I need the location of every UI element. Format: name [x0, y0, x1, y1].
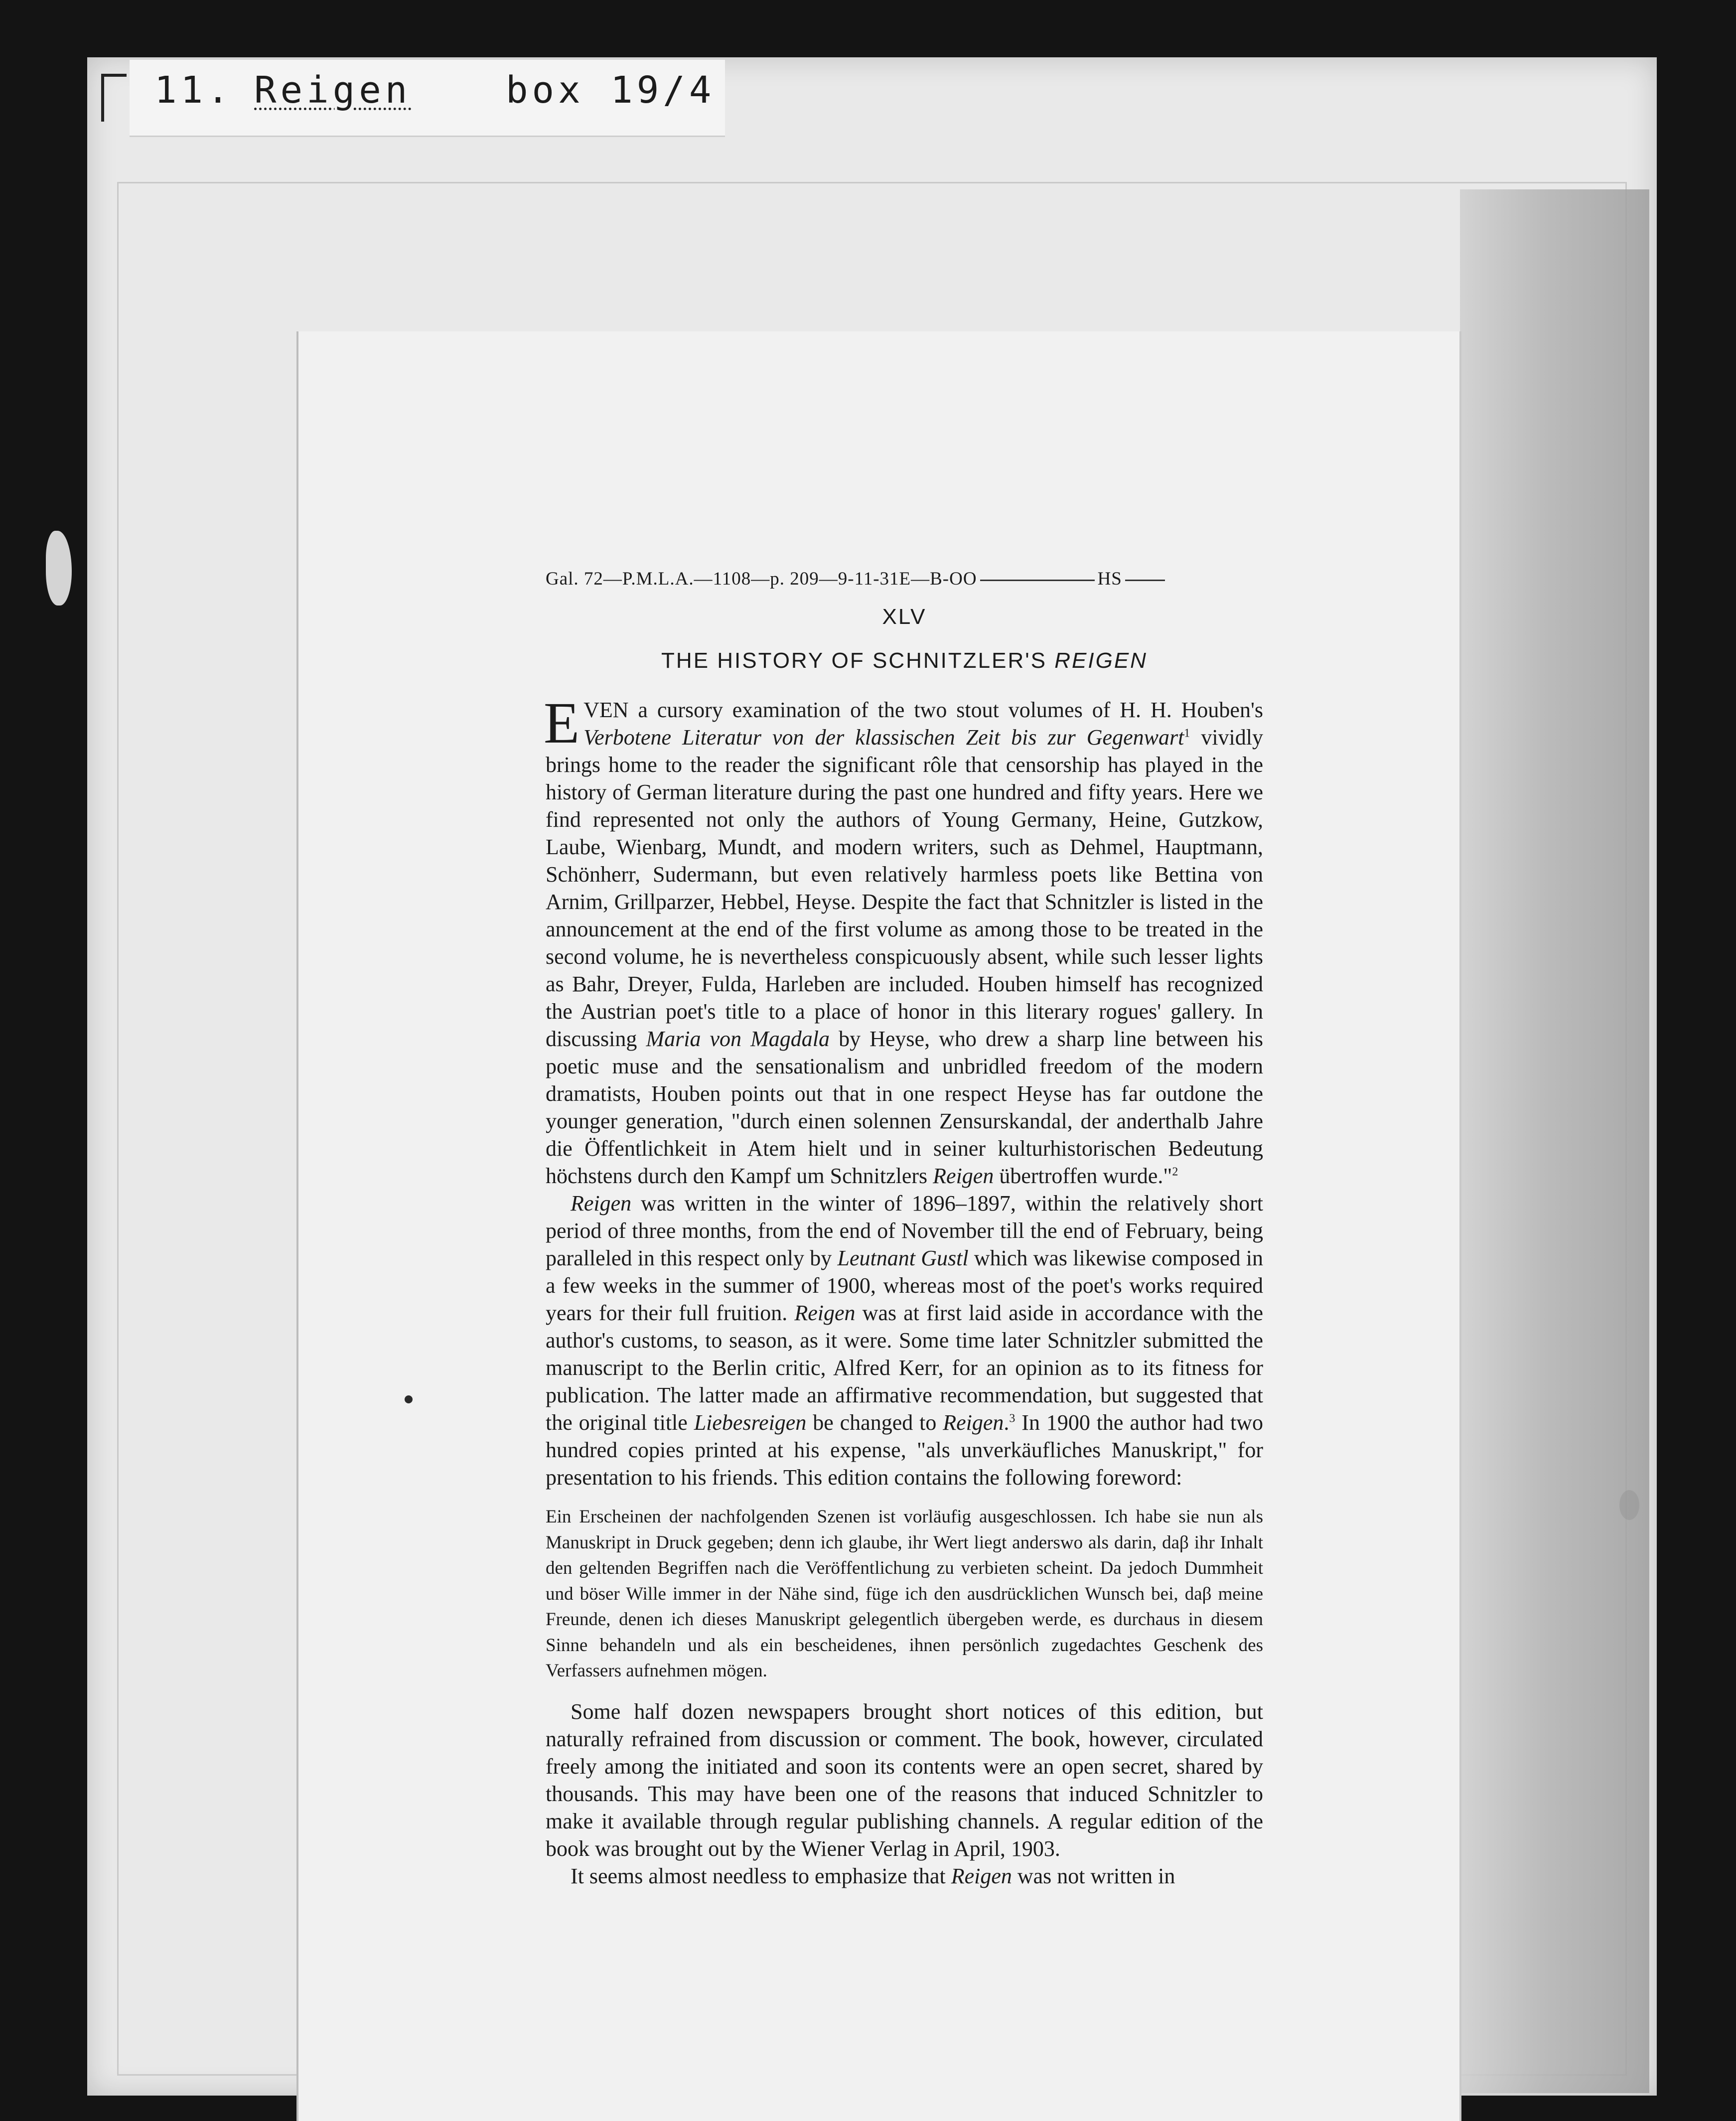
folder-number: 11.: [154, 69, 233, 112]
galley-slug-line: [546, 568, 1263, 590]
folder-box-number: box 19/4: [506, 69, 716, 112]
article-title-prefix: THE HISTORY OF SCHNITZLER'S: [661, 648, 1047, 673]
p2-reigen-b: Reigen: [794, 1301, 856, 1325]
p4-text-b: was not written in: [1017, 1863, 1175, 1888]
footnote-ref-1: 1: [1184, 727, 1190, 740]
p2-text-a: was written in the winter of 1896–1897, within the relatively short period of three months, from the end of November till the end of February, being paralleled in this respect only by: [546, 1191, 1264, 1270]
p4-text-a: It seems almost needless to emphasize that: [571, 1863, 946, 1888]
p2-period: .: [1004, 1410, 1010, 1435]
paper-stain: [1619, 1490, 1639, 1520]
p2-text-e: In 1900 the author had two hundred copies printed at his expense, "als unverkäufliches Manuskript," for presentation to his friends. This edition contains the following foreword:: [546, 1410, 1264, 1490]
paragraph-4: [546, 1862, 1263, 1890]
galley-rule: [980, 580, 1095, 581]
p2-liebesreigen: Liebesreigen: [694, 1410, 807, 1435]
ink-dot: [405, 1395, 413, 1403]
p1-play-title: Maria von Magdala: [646, 1027, 830, 1051]
article-body: [544, 690, 1264, 1890]
corner-bracket-mark: [101, 74, 127, 122]
p4-reigen: Reigen: [951, 1863, 1012, 1888]
p2-text-d: be changed to: [813, 1410, 937, 1435]
galley-initials: HS: [1097, 569, 1122, 589]
p2-text-c: was at first laid aside in accordance with the author's customs, to season, as it were. Some time later Schnitzler submitted the manuscript to the Berlin critic, Alfred Kerr, for an opinion as to its fitness for publication. The latter made an affirmative recommendation, but suggested that the original title: [546, 1301, 1263, 1435]
ink-blot: [46, 531, 72, 606]
p1-text-d: übertroffen wurde.": [999, 1164, 1172, 1188]
p2-text-b: which was likewise composed in a few weeks in the summer of 1900, whereas most of the poet's works required years for their full fruition.: [546, 1246, 1264, 1325]
p1-reigen: Reigen: [933, 1164, 994, 1188]
drop-cap: E: [544, 690, 580, 756]
chapter-number: XLV: [882, 605, 927, 629]
paragraph-2: [546, 1190, 1263, 1491]
p1-book-title: Verbotene Literatur von der klassischen Zeit bis zur Gegenwart: [583, 725, 1184, 750]
paragraph-3: Some half dozen newspapers brought short notices of this edition, but naturally refrained from discussion or comment. The book, however, circulated freely among the initiated and soon its contents were an open secret, shared by thousands. This may have been one of the reasons that induced Schnitzler to make it available through regular publishing channels. A regular edition of the book was brought out by the Wiener Verlag in April, 1903.: [546, 1699, 1263, 1861]
p2-reigen-a: Reigen: [571, 1191, 632, 1215]
p2-reigen-c: Reigen: [943, 1410, 1004, 1435]
folder-title: Reigen: [254, 69, 412, 112]
p1-text-c: by Heyse, who drew a sharp line between his poetic muse and the sensationalism and unbridled freedom of the modern dramatists, Houben points out that in one respect Heyse has far outdone the younger generation, "durch einen solennen Zensurskandal, der anderthalb Jahre die Öffentlichkeit in Atem hielt und in seiner kulturhistorischen Bedeutung höchstens durch den Kampf um Schnitzlers: [546, 1027, 1264, 1188]
p1-text-b: vividly brings home to the reader the significant rôle that censorship has played in the history of German literature during the past one hundred and fifty years. Here we find represented not only the authors of Young Germany, Heine, Gutzkow, Laube, Wienbarg, Mundt, and modern writers, such as Dehmel, Hauptmann, Schönherr, Sudermann, but even relatively harmless poets like Bettina von Arnim, Grillparzer, Hebbel, Heyse. Despite the fact that Schnitzler is listed in the announcement at the end of the first volume as among those to be treated in the second volume, he is nevertheless conspicuously absent, while such lesser lights as Bahr, Dreyer, Fulda, Harleben are included. Houben himself has recognized the Austrian poet's title to a place of honor in this literary rogues' gallery. In discussing: [546, 725, 1264, 1051]
footnote-ref-3: 3: [1009, 1412, 1015, 1425]
article-column: [546, 568, 1263, 1890]
article-title-italic: REIGEN: [1054, 648, 1148, 673]
galley-code: Gal. 72—P.M.L.A.—1108—p. 209—9-11-31E—B-OO: [546, 569, 977, 589]
footnote-ref-2: 2: [1172, 1165, 1178, 1179]
foreword-quotation: Ein Erscheinen der nachfolgenden Szenen ist vorläufig ausgeschlossen. Ich habe sie nun als Manuskript in Druck gegeben; denn ich glaube, ihr Wert liegt anderswo als darin, daβ ihr Inhalt den geltenden Begriffen nach die Veröffentlichung zu verbieten scheint. Da jedoch Dummheit und böser Wille immer in der Nähe sind, füge ich den ausdrücklichen Wunsch bei, daβ meine Freunde, denen ich dieses Manuskript gelegentlich übergeben werde, es durchaus in diesem Sinne behandeln und als ein bescheidenes, ihnen persönlich zugedachtes Geschenk des Verfassers aufnehmen mögen.: [546, 1507, 1263, 1681]
article-title: [546, 648, 1263, 673]
folder-shadow: [1460, 189, 1649, 2093]
galley-rule-end: [1125, 580, 1165, 581]
p2-leutnant-gustl: Leutnant Gustl: [837, 1246, 969, 1270]
paragraph-1: [544, 690, 1264, 1190]
p1-text-a: VEN a cursory examination of the two stout volumes of H. H. Houben's: [583, 698, 1263, 722]
